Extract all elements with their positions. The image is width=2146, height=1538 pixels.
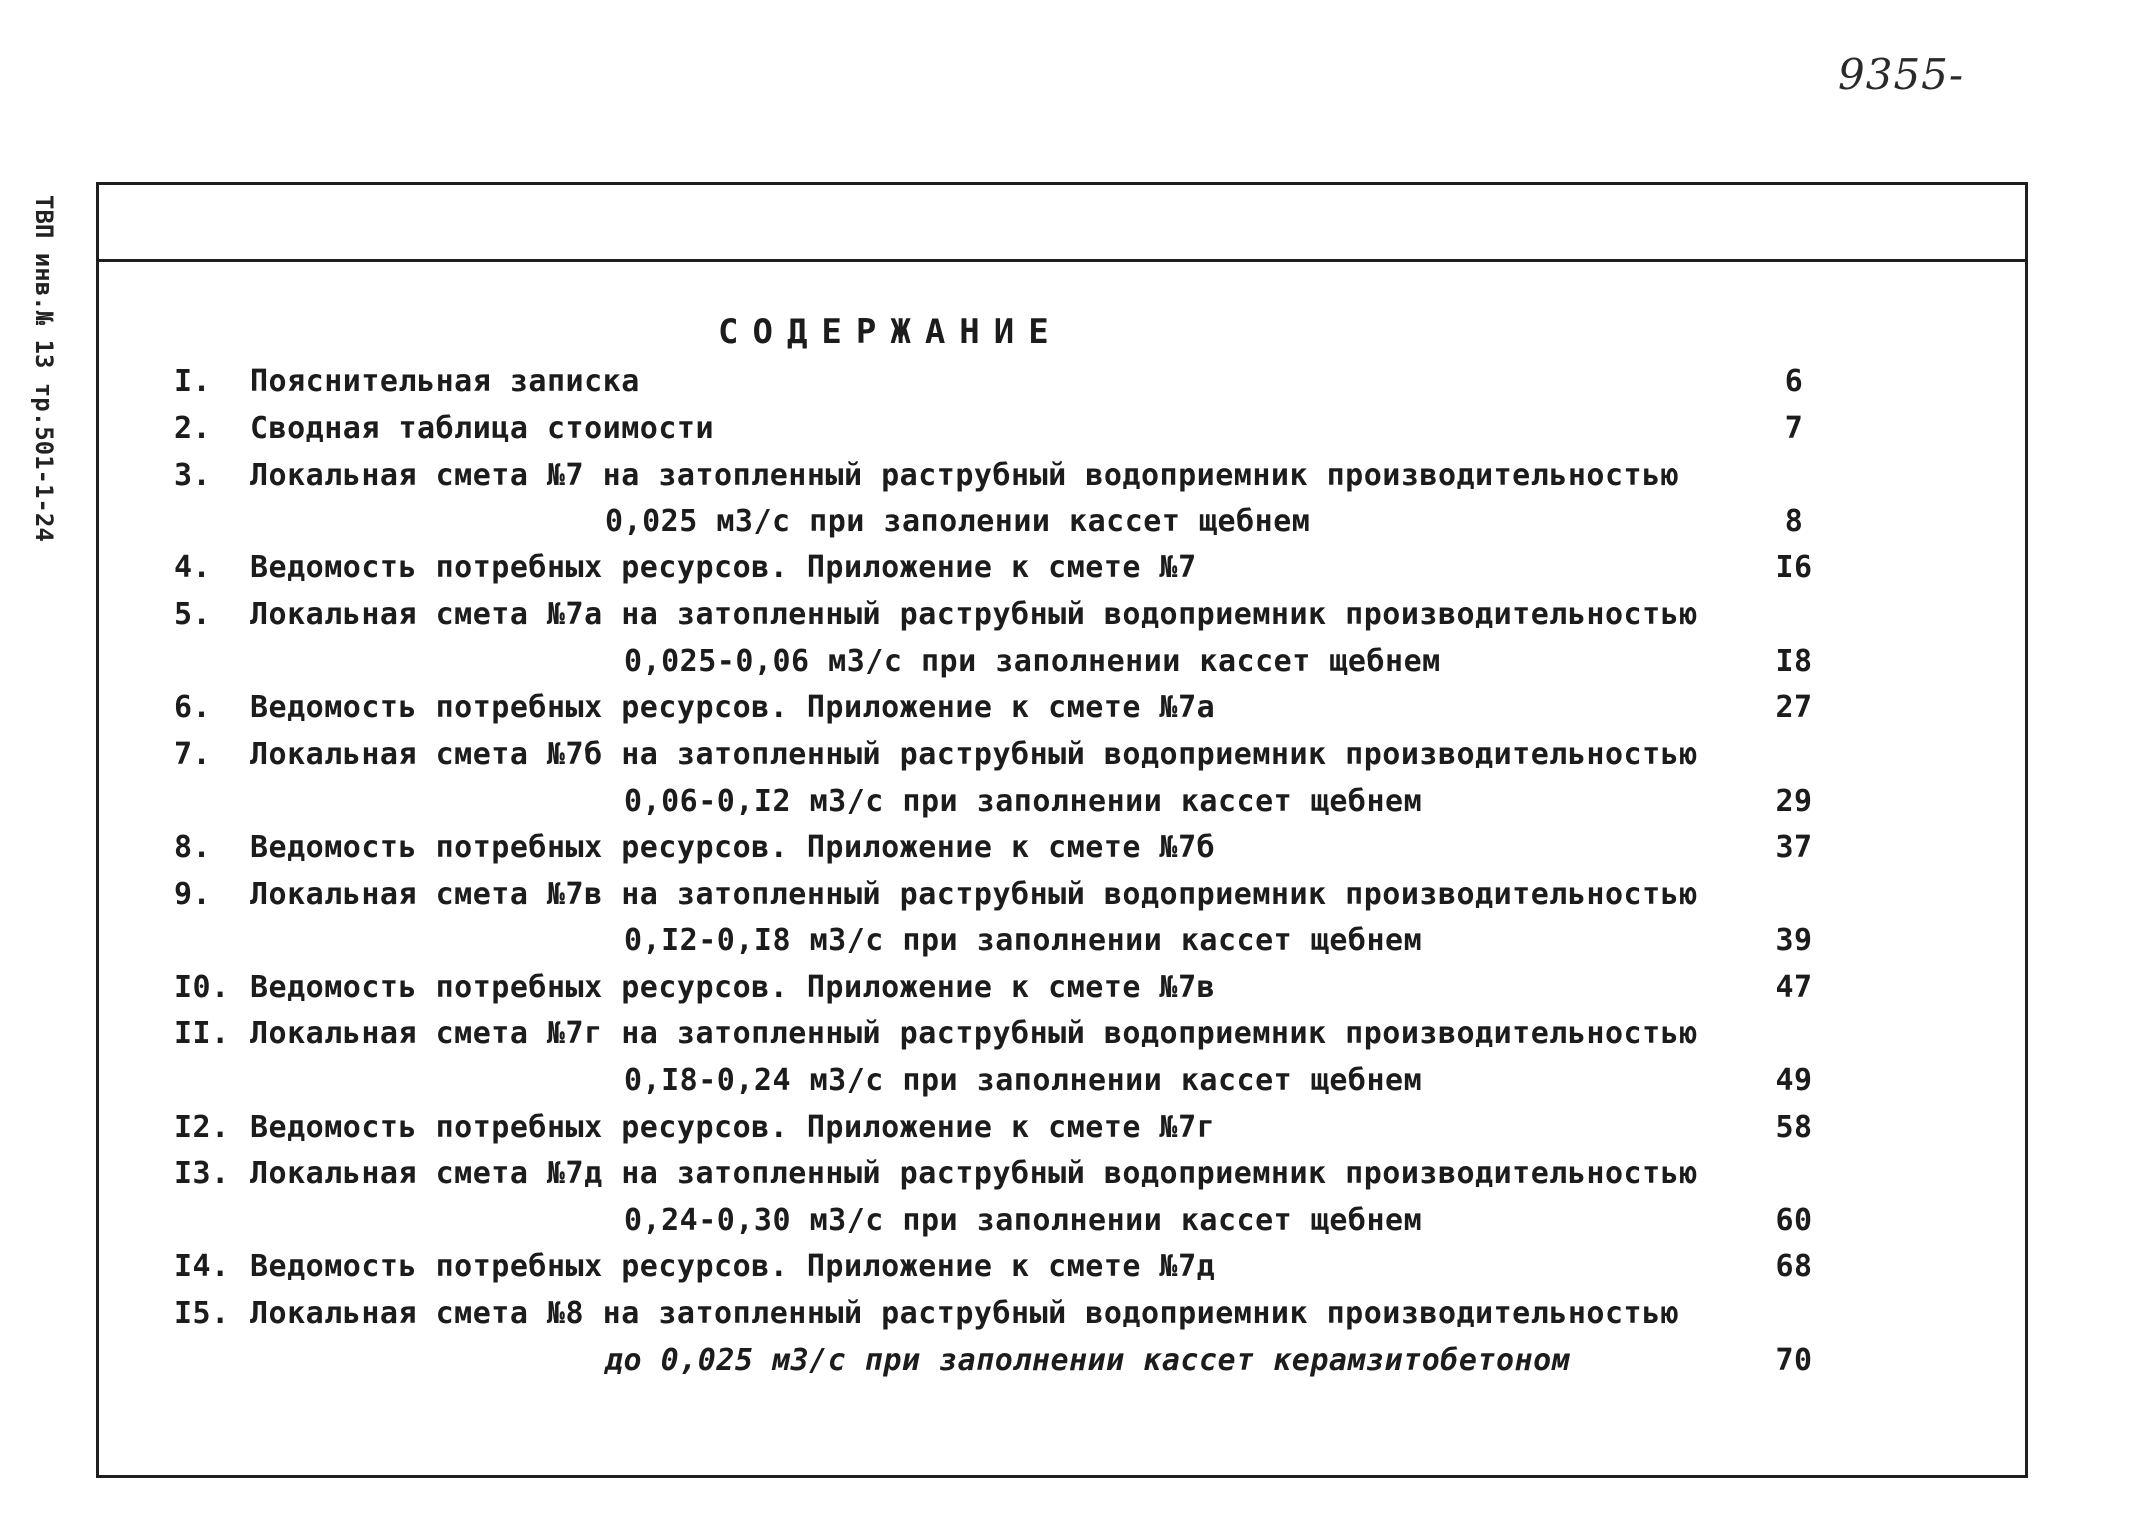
toc-entry-number: 6. xyxy=(174,690,212,725)
toc-entry-page: 47 xyxy=(1775,970,1813,1005)
toc-entry-page: 6 xyxy=(1784,364,1804,399)
toc-entry-number: 2. xyxy=(174,411,212,446)
handwritten-archive-number: 9355- xyxy=(1838,50,1965,99)
toc-entry-page: 7 xyxy=(1784,411,1804,446)
toc-entry-number: I5. xyxy=(174,1296,230,1331)
toc-entry-page: 49 xyxy=(1775,1063,1813,1098)
toc-entry-number: 7. xyxy=(174,737,212,772)
toc-entry-number: I0. xyxy=(174,970,230,1005)
toc-entry-continuation: до 0,025 м3/с при заполнении кассет керамзитобетоном xyxy=(605,1343,1571,1378)
toc-entry-number: I3. xyxy=(174,1156,230,1191)
toc-entry-title: Ведомость потребных ресурсов. Приложение к смете №7в xyxy=(250,970,1216,1005)
toc-entry-continuation: 0,025-0,06 м3/с при заполнении кассет щебнем xyxy=(624,644,1441,679)
toc-entry-number: I4. xyxy=(174,1249,230,1284)
toc-entry-number: 3. xyxy=(174,458,212,493)
toc-entry-number: 4. xyxy=(174,550,212,585)
toc-entry-page: 37 xyxy=(1775,830,1813,865)
toc-entry-title: Ведомость потребных ресурсов. Приложение к смете №7б xyxy=(250,830,1216,865)
toc-entry-page: 68 xyxy=(1775,1249,1813,1284)
toc-entry-title: Локальная смета №7а на затопленный раструбный водоприемник производительностью xyxy=(250,597,1698,632)
toc-entry-page: 58 xyxy=(1775,1110,1813,1145)
contents-title: СОДЕРЖАНИЕ xyxy=(718,312,1063,352)
toc-entry-page: I6 xyxy=(1775,550,1813,585)
toc-entry-title: Локальная смета №7д на затопленный раструбный водоприемник производительностью xyxy=(250,1156,1698,1191)
toc-entry-title: Пояснительная записка xyxy=(250,364,640,399)
toc-entry-title: Локальная смета №7 на затопленный раструбный водоприемник производительностью xyxy=(250,458,1680,493)
toc-entry-title: Сводная таблица стоимости xyxy=(250,411,715,446)
toc-entry-title: Локальная смета №8 на затопленный раструбный водоприемник производительностью xyxy=(250,1296,1680,1331)
toc-entry-number: 9. xyxy=(174,877,212,912)
toc-entry-page: I8 xyxy=(1775,644,1813,679)
toc-entry-page: 60 xyxy=(1775,1203,1813,1238)
toc-entry-continuation: 0,24-0,30 м3/с при заполнении кассет щебнем xyxy=(624,1203,1423,1238)
toc-entry-continuation: 0,I8-0,24 м3/с при заполнении кассет щебнем xyxy=(624,1063,1423,1098)
toc-entry-page: 27 xyxy=(1775,690,1813,725)
toc-entry-title: Ведомость потребных ресурсов. Приложение к смете №7 xyxy=(250,550,1197,585)
toc-entry-title: Ведомость потребных ресурсов. Приложение к смете №7д xyxy=(250,1249,1216,1284)
toc-entry-number: I2. xyxy=(174,1110,230,1145)
toc-entry-number: 5. xyxy=(174,597,212,632)
toc-entry-continuation: 0,025 м3/с при заполении кассет щебнем xyxy=(605,504,1311,539)
toc-entry-title: Локальная смета №7г на затопленный раструбный водоприемник производительностью xyxy=(250,1016,1698,1051)
toc-entry-page: 29 xyxy=(1775,784,1813,819)
toc-entry-page: 8 xyxy=(1784,504,1804,539)
toc-entry-page: 70 xyxy=(1775,1343,1813,1378)
toc-entry-title: Ведомость потребных ресурсов. Приложение к смете №7г xyxy=(250,1110,1216,1145)
toc-entry-title: Локальная смета №7б на затопленный раструбный водоприемник производительностью xyxy=(250,737,1698,772)
toc-entry-continuation: 0,I2-0,I8 м3/с при заполнении кассет щебнем xyxy=(624,923,1423,958)
toc-entry-title: Ведомость потребных ресурсов. Приложение к смете №7а xyxy=(250,690,1216,725)
side-stamp-text: ТВП инв.№ 13 тр.501-1-24 xyxy=(30,195,58,542)
toc-entry-number: II. xyxy=(174,1016,230,1051)
toc-entry-title: Локальная смета №7в на затопленный раструбный водоприемник производительностью xyxy=(250,877,1698,912)
toc-entry-number: 8. xyxy=(174,830,212,865)
toc-entry-page: 39 xyxy=(1775,923,1813,958)
toc-entry-number: I. xyxy=(174,364,212,399)
toc-entry-continuation: 0,06-0,I2 м3/с при заполнении кассет щебнем xyxy=(624,784,1423,819)
